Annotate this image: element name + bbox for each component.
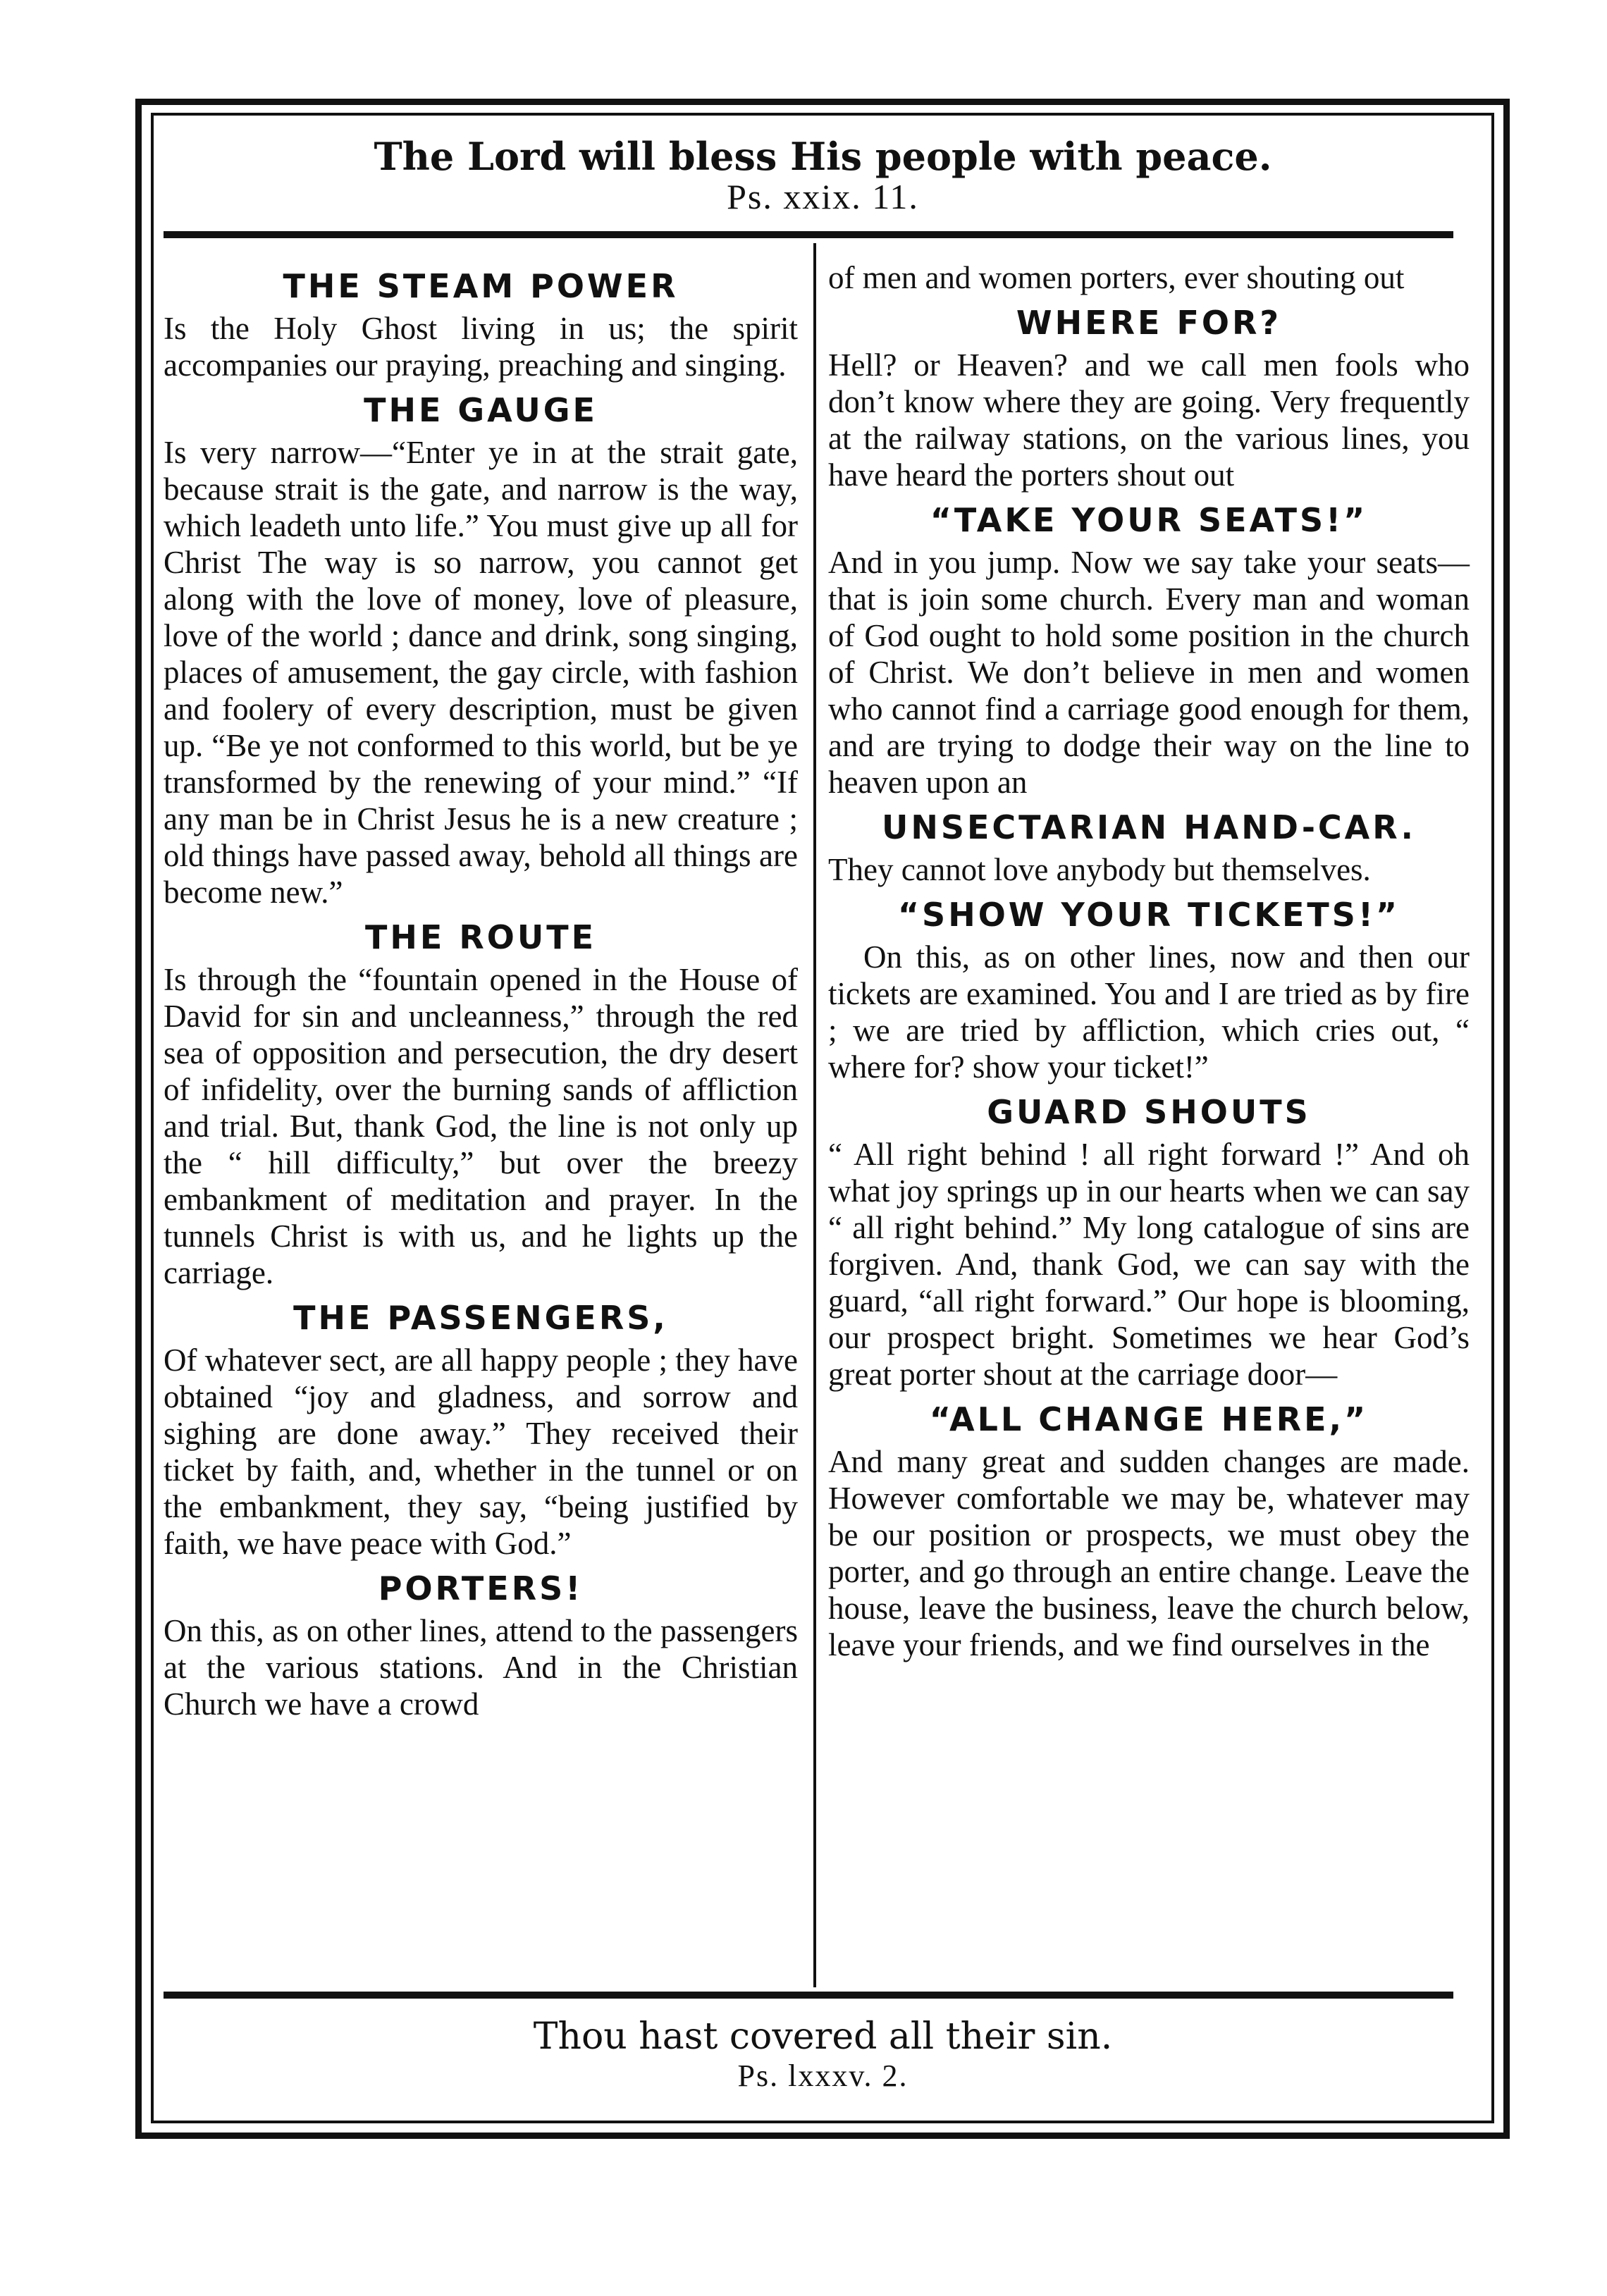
- text-all-change: And many great and sudden changes are made. However comfortable we may be, whatever may be our position or prospects, we must obey the porter, and go through an entire change. Leave the house, leave the business, leave the church below, leave your friends, and we find ourselves in the: [828, 1444, 1470, 1662]
- text-steam-power: Is the Holy Ghost living in us; the spirit accompanies our praying, preaching and singing.: [164, 311, 798, 383]
- text-continuation: of men and women porters, ever shouting out: [828, 260, 1405, 295]
- heading-all-change: “ALL CHANGE HERE,”: [929, 1400, 1369, 1438]
- column-divider: [813, 243, 816, 1987]
- heading-route: THE ROUTE: [365, 918, 596, 956]
- top-rule: [164, 231, 1453, 238]
- heading-show-tickets: “SHOW YOUR TICKETS!”: [897, 896, 1400, 934]
- text-where-for: Hell? or Heaven? and we call men fools who don’t know where they are going. Very frequently at the railway stations, on the various lines, you have heard the porters shout out: [828, 347, 1470, 493]
- heading-take-seats: “TAKE YOUR SEATS!”: [930, 501, 1368, 539]
- heading-guard-shouts: GUARD SHOUTS: [987, 1093, 1311, 1131]
- text-porters: On this, as on other lines, attend to the passengers at the various stations. And in the Christian Church we have a crowd: [164, 1613, 798, 1722]
- bottom-rule: [164, 1992, 1453, 1999]
- heading-porters: PORTERS!: [378, 1569, 584, 1607]
- footer-motto: Thou hast covered all their sin.: [533, 2016, 1113, 2058]
- right-column: [828, 259, 1470, 1663]
- left-column: [164, 259, 798, 1722]
- heading-hand-car: UNSECTARIAN HAND-CAR.: [881, 808, 1417, 846]
- text-take-seats: And in you jump. Now we say take your seats—that is join some church. Every man and woman of God ought to hold some position in the church of Christ. We don’t believe in men and women who cannot find a carriage good enough for them, and are trying to dodge their way on the line to heaven upon an: [828, 545, 1470, 800]
- text-gauge: Is very narrow—“Enter ye in at the strait gate, because strait is the gate, and narrow is the way, which leadeth unto life.” You must give up all for Christ The way is so narrow, you cannot get along with the love of money, love of pleasure, love of the world ; dance and drink, song singing, places of amusement, the gay circle, with fashion and foolery of every description, must be given up. “Be ye not conformed to this world, but be ye transformed by the renewing of your mind.” “If any man be in Christ Jesus he is a new creature ; old things have passed away, behold all things are become new.”: [164, 435, 798, 910]
- text-route: Is through the “fountain opened in the House of David for sin and uncleanness,” through the red sea of opposition and persecution, the dry desert of infidelity, over the burning sands of affliction and trial. But, thank God, the line is not only up the “ hill difficulty,” but over the breezy embankment of meditation and prayer. In the tunnels Christ is with us, and he lights up the carriage.: [164, 962, 798, 1290]
- header-reference: Ps. xxix. 11.: [727, 177, 919, 216]
- text-show-tickets: On this, as on other lines, now and then our tickets are examined. You and I are tried as by fire ; we are tried by affliction, which cries out, “ where for? show your ticket!”: [828, 939, 1470, 1085]
- heading-steam-power: THE STEAM POWER: [283, 267, 679, 305]
- text-guard-shouts: “ All right behind ! all right forward !” And oh what joy springs up in our hearts when we can say “ all right behind.” My long catalogue of sins are forgiven. And, thank God, we can say with the guard, “all right forward.” Our hope is blooming, our prospect bright. Sometimes we hear God’s great porter shout at the carriage door—: [828, 1137, 1470, 1392]
- heading-where-for: WHERE FOR?: [1016, 304, 1282, 342]
- heading-gauge: THE GAUGE: [364, 391, 598, 429]
- text-passengers: Of whatever sect, are all happy people ; they have obtained “joy and gladness, and sorrow and sighing are done away.” They received their ticket by faith, and, whether in the tunnel or on the embankment, they say, “being justified by faith, we have peace with God.”: [164, 1343, 798, 1561]
- text-hand-car: They cannot love anybody but themselves.: [828, 852, 1371, 887]
- footer-reference: Ps. lxxxv. 2.: [737, 2059, 909, 2093]
- heading-passengers: THE PASSENGERS,: [293, 1299, 668, 1337]
- header-motto: The Lord will bless His people with peace.: [374, 134, 1272, 179]
